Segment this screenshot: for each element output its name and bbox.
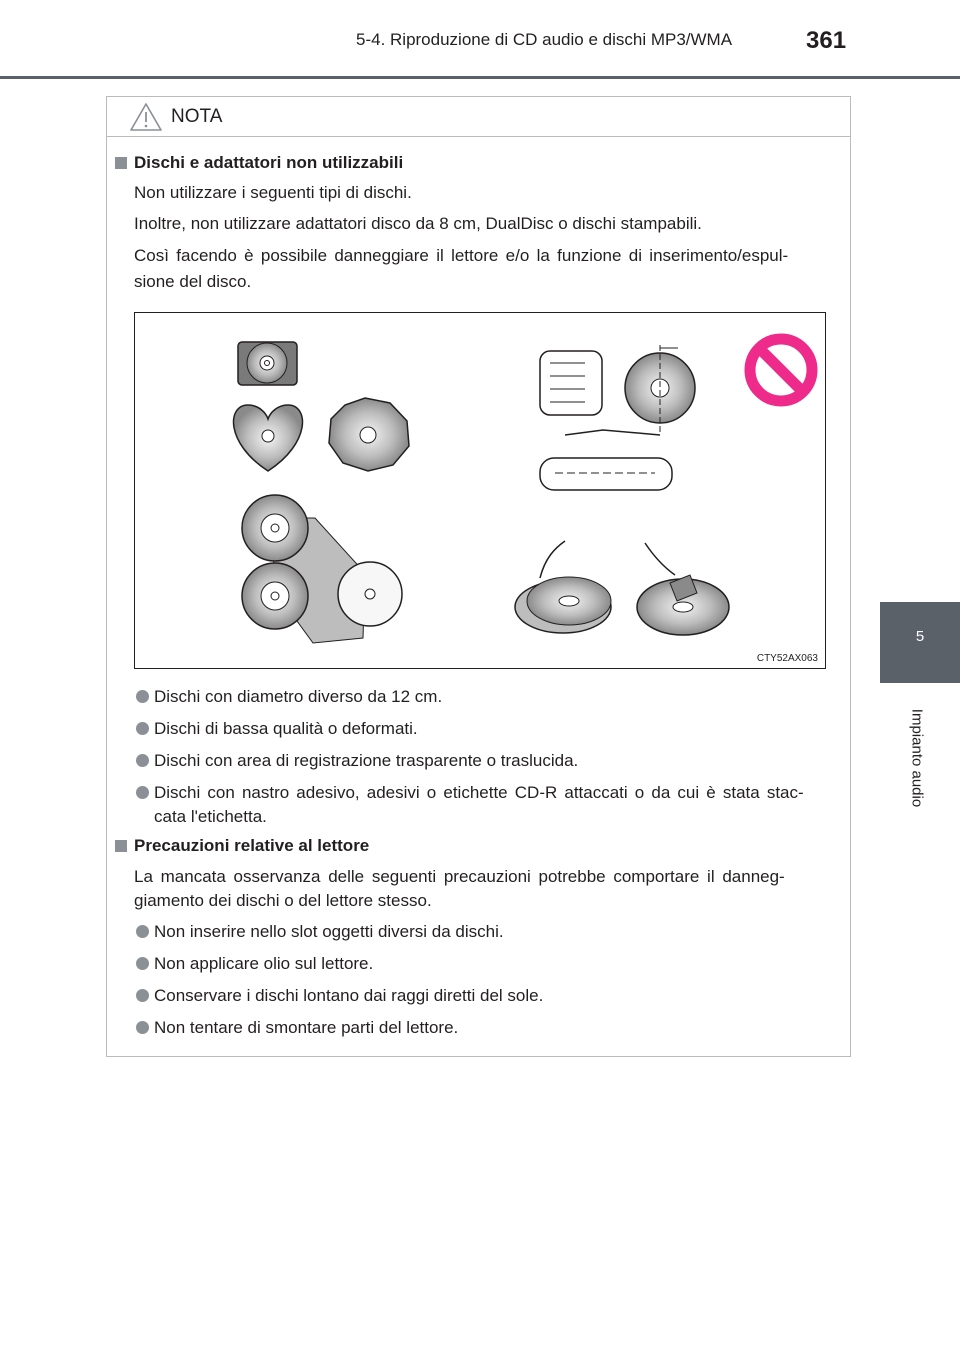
bullet-dot [136, 1021, 149, 1034]
bullet-dot [136, 722, 149, 735]
square-disc [238, 342, 297, 385]
bullet-item: Dischi con nastro adesivo, adesivi o etichette CD-R attaccati o da cui è stata stac- [154, 783, 804, 802]
bullet-item: Non inserire nello slot oggetti diversi da dischi. [154, 922, 504, 941]
section-heading: Precauzioni relative al lettore [134, 836, 370, 855]
polygon-disc [329, 398, 409, 471]
bullet-dot [136, 786, 149, 799]
bullet-item-continued: cata l'etichetta. [154, 807, 267, 826]
section-heading: Dischi e adattatori non utilizzabili [134, 153, 404, 172]
warning-triangle-icon [129, 102, 163, 132]
paragraph: Inoltre, non utilizzare adattatori disco da 8 cm, DualDisc o dischi stampabili. [134, 214, 702, 233]
note-label: NOTA [171, 106, 223, 127]
paragraph: La mancata osservanza delle seguenti precauzioni potrebbe comportare il danneg- [134, 867, 785, 886]
section-title: 5-4. Riproduzione di CD audio e dischi MP3/WMA [356, 30, 733, 49]
chapter-label-container [892, 690, 942, 825]
bullet-dot [136, 690, 149, 703]
bullet-item: Dischi di bassa qualità o deformati. [154, 719, 418, 738]
chapter-tab[interactable] [880, 602, 960, 683]
prohibition-icon [750, 339, 812, 401]
chapter-number: 5 [915, 628, 925, 645]
note-header [107, 97, 850, 137]
paragraph: giamento dei dischi o del lettore stesso. [134, 891, 432, 910]
bullet-dot [136, 957, 149, 970]
page-number: 361 [806, 27, 847, 54]
adapter-discs [242, 495, 402, 643]
bullet-item: Non applicare olio sul lettore. [154, 954, 374, 973]
section-marker [115, 840, 127, 852]
labeled-discs [515, 541, 729, 635]
section-marker [115, 157, 127, 169]
heart-disc [234, 405, 303, 471]
paragraph: Così facendo è possibile danneggiare il lettore e/o la funzione di inserimento/espul- [134, 246, 789, 265]
unusable-discs-illustration [134, 312, 826, 669]
paragraph: sione del disco. [134, 272, 252, 291]
bullet-dot [136, 989, 149, 1002]
chapter-label: Impianto audio [908, 708, 926, 807]
header-divider [0, 76, 960, 79]
bullet-item: Dischi con diametro diverso da 12 cm. [154, 687, 443, 706]
bullet-item: Dischi con area di registrazione trasparente o traslucida. [154, 751, 579, 770]
paragraph: Non utilizzare i seguenti tipi di dischi. [134, 183, 412, 202]
bullet-item: Conservare i dischi lontano dai raggi diretti del sole. [154, 986, 544, 1005]
bullet-dot [136, 754, 149, 767]
bullet-item: Non tentare di smontare parti del lettore. [154, 1018, 459, 1037]
discs-drawing [135, 313, 825, 668]
figure-code: CTY52AX063 [756, 653, 818, 664]
bullet-dot [136, 925, 149, 938]
bad-quality-disc [540, 345, 695, 490]
